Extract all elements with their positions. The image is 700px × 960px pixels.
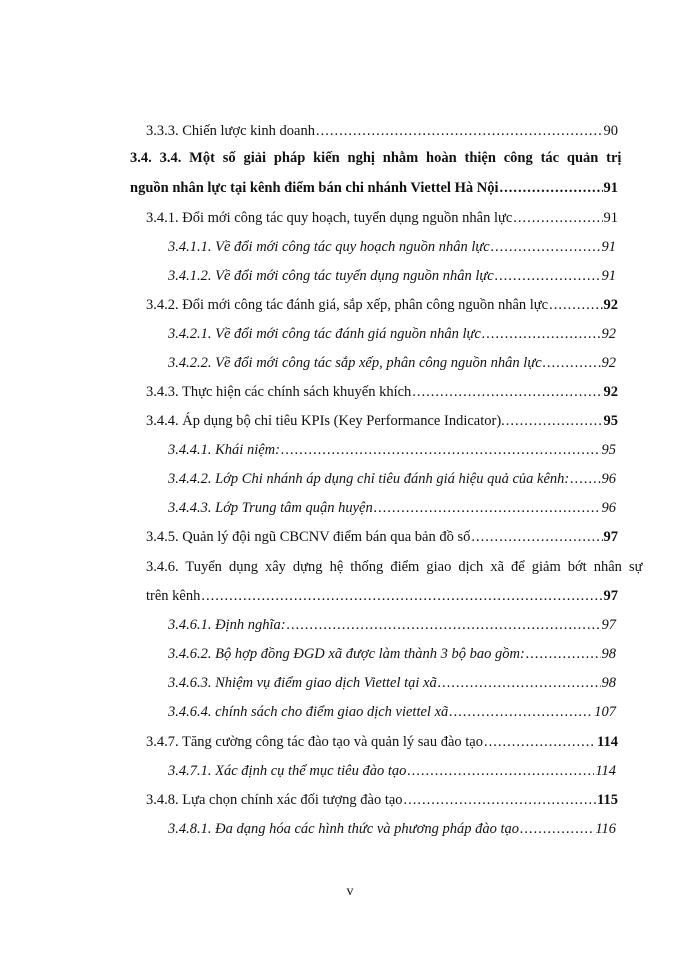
dot-leader [412, 382, 602, 402]
dot-leader [404, 790, 597, 810]
toc-entry-label: 3.4.7. Tăng cường công tác đào tạo và quản lý sau đào tạo [146, 734, 483, 750]
toc-entry-label: 3.4.7.1. Xác định cụ thể mục tiêu đào tạo [168, 763, 407, 779]
dot-leader [526, 644, 601, 664]
toc-entry-page: 116 [595, 821, 616, 837]
toc-entry-3-4-8[interactable] [146, 790, 618, 810]
toc-entry-page: 92 [601, 326, 616, 342]
toc-entry-label-cont: trên kênh [146, 588, 201, 604]
toc-entry-page: 115 [597, 792, 618, 808]
dot-leader [287, 615, 601, 635]
toc-entry-label: 3.4.6.4. chính sách cho điểm giao dịch viettel xã [168, 704, 449, 720]
toc-entry-3-4-line1[interactable] [130, 148, 622, 168]
toc-entry-3-4-6-line1[interactable] [146, 557, 643, 577]
toc-entry-label-cont: nguồn nhân lực tại kênh điểm bán chi nhánh Viettel Hà Nội [130, 180, 499, 196]
dot-leader [549, 295, 602, 315]
toc-entry-page: 96 [601, 500, 616, 516]
toc-entry-page: 97 [603, 529, 618, 545]
toc-entry-page: 90 [603, 123, 618, 139]
toc-entry-page: 97 [603, 588, 618, 604]
toc-entry-label: 3.4.4.2. Lớp Chi nhánh áp dụng chỉ tiêu đánh giá hiệu quả của kênh: [168, 471, 570, 487]
toc-entry-page: 92 [601, 355, 616, 371]
toc-entry-page: 97 [601, 617, 616, 633]
toc-entry-label: 3.4.1.1. Về đổi mới công tác quy hoạch nguồn nhân lực [168, 239, 490, 255]
dot-leader [471, 527, 602, 547]
toc-entry-3-3-3[interactable] [146, 121, 618, 141]
toc-entry-3-4-3[interactable] [146, 382, 618, 402]
toc-entry-page: 95 [601, 442, 616, 458]
toc-entry-label: 3.4.1.2. Về đổi mới công tác tuyển dụng nguồn nhân lực [168, 268, 494, 284]
dot-leader [570, 469, 600, 489]
toc-entry-page: 92 [603, 384, 618, 400]
toc-entry-page: 91 [603, 210, 618, 226]
toc-entry-page: 98 [601, 675, 616, 691]
toc-entry-3-4-6-1[interactable] [168, 615, 616, 635]
toc-entry-label: 3.4.1. Đổi mới công tác quy hoạch, tuyển dụng nguồn nhân lực [146, 210, 513, 226]
toc-entry-label: 3.4.6.2. Bộ hợp đồng ĐGD xã được làm thành 3 bộ bao gồm: [168, 646, 525, 662]
toc-entry-page: 114 [597, 734, 618, 750]
dot-leader [543, 353, 601, 373]
toc-entry-label: 3.4.6.3. Nhiệm vụ điểm giao dịch Viettel tại xã [168, 675, 437, 691]
toc-entry-3-4-line2[interactable] [130, 178, 618, 198]
toc-entry-page: 114 [595, 763, 616, 779]
toc-entry-3-4-4-2[interactable] [168, 469, 616, 489]
toc-entry-3-4-6-4[interactable] [168, 702, 616, 722]
toc-entry-label: 3.4.2.2. Về đổi mới công tác sắp xếp, phân công nguồn nhân lực [168, 355, 542, 371]
toc-entry-page: 91 [601, 268, 616, 284]
dot-leader [499, 178, 602, 198]
toc-entry-3-4-1-1[interactable] [168, 237, 616, 257]
toc-entry-3-4-6-line2[interactable] [146, 586, 618, 606]
toc-entry-label: 3.4.8. Lựa chọn chính xác đối tượng đào tạo [146, 792, 403, 808]
dot-leader [201, 586, 602, 606]
toc-entry-3-4-7[interactable] [146, 732, 618, 752]
toc-entry-label: 3.3.3. Chiến lược kinh doanh [146, 123, 315, 139]
toc-entry-3-4-5[interactable] [146, 527, 618, 547]
toc-entry-page: 98 [601, 646, 616, 662]
toc-entry-3-4-4-1[interactable] [168, 440, 616, 460]
dot-leader [495, 266, 601, 286]
dot-leader [374, 498, 601, 518]
toc-entry-page: 91 [603, 180, 618, 196]
toc-entry-3-4-1[interactable] [146, 208, 618, 228]
toc-entry-label: 3.4. 3.4. Một số giải pháp kiến nghị nhằm hoàn thiện công tác quản trị [130, 150, 622, 166]
toc-entry-3-4-6-2[interactable] [168, 644, 616, 664]
toc-entry-label: 3.4.8.1. Đa dạng hóa các hình thức và phương pháp đào tạo [168, 821, 519, 837]
toc-entry-label: 3.4.4.1. Khái niệm: [168, 442, 280, 458]
toc-entry-label: 3.4.6. Tuyển dụng xây dựng hệ thống điểm giao dịch xã để giảm bớt nhân sự [146, 559, 643, 575]
toc-entry-page: 91 [601, 239, 616, 255]
dot-leader [484, 732, 596, 752]
dot-leader [438, 673, 601, 693]
dot-leader [520, 819, 594, 839]
dot-leader [482, 324, 601, 344]
toc-entry-page: 96 [601, 471, 616, 487]
toc-entry-3-4-2-1[interactable] [168, 324, 616, 344]
toc-entry-label: 3.4.4. Áp dụng bộ chỉ tiêu KPIs (Key Performance Indicator). [146, 413, 505, 429]
dot-leader [491, 237, 601, 257]
dot-leader [316, 121, 603, 141]
toc-entry-label: 3.4.2.1. Về đổi mới công tác đánh giá nguồn nhân lực [168, 326, 481, 342]
toc-entry-label: 3.4.6.1. Định nghĩa: [168, 617, 286, 633]
toc-entry-3-4-4[interactable] [146, 411, 618, 431]
dot-leader [449, 702, 593, 722]
toc-entry-label: 3.4.2. Đổi mới công tác đánh giá, sắp xếp, phân công nguồn nhân lực [146, 297, 549, 313]
dot-leader [506, 411, 603, 431]
toc-entry-3-4-6-3[interactable] [168, 673, 616, 693]
toc-entry-3-4-8-1[interactable] [168, 819, 616, 839]
toc-entry-label: 3.4.4.3. Lớp Trung tâm quận huyện [168, 500, 373, 516]
toc-entry-3-4-1-2[interactable] [168, 266, 616, 286]
toc-entry-label: 3.4.3. Thực hiện các chính sách khuyến khích [146, 384, 412, 400]
toc-entry-page: 92 [603, 297, 618, 313]
dot-leader [281, 440, 601, 460]
dot-leader [407, 761, 594, 781]
toc-entry-3-4-2[interactable] [146, 295, 618, 315]
dot-leader [513, 208, 602, 228]
toc-entry-3-4-2-2[interactable] [168, 353, 616, 373]
toc-entry-3-4-7-1[interactable] [168, 761, 616, 781]
page-number: v [346, 884, 354, 899]
toc-entry-3-4-4-3[interactable] [168, 498, 616, 518]
toc-entry-label: 3.4.5. Quản lý đội ngũ CBCNV điểm bán qua bản đồ số [146, 529, 471, 545]
toc-entry-page: 95 [603, 413, 618, 429]
toc-entry-page: 107 [594, 704, 616, 720]
